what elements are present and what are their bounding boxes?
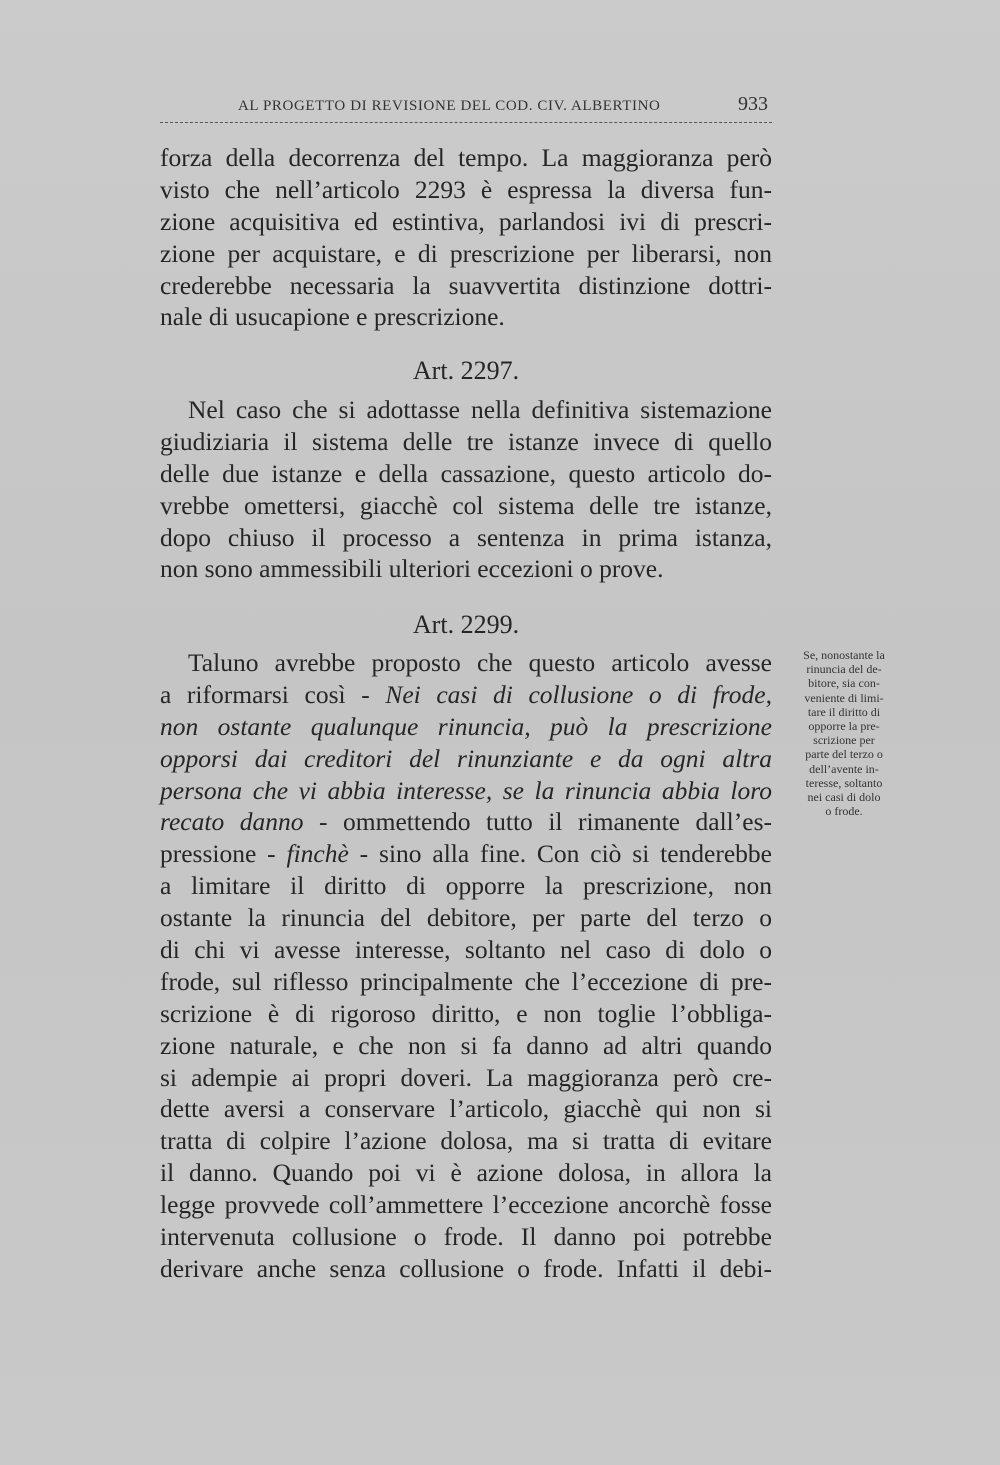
text-line: Nel caso che si adottasse nella definitiva sistemazione bbox=[188, 395, 772, 424]
article-heading-2297: Art. 2297. bbox=[412, 356, 520, 385]
text-line: si adempie ai propri doveri. La maggioranza però cre- bbox=[160, 1062, 772, 1092]
text-line: nale di usucapione e prescrizione. bbox=[160, 302, 505, 332]
text-line bbox=[160, 838, 772, 870]
margin-note-line: bitore, sia con- bbox=[808, 676, 880, 691]
text-line: crederebbe necessaria la suavvertita distinzione dottri- bbox=[160, 270, 772, 300]
text-segment: a riformarsi così - bbox=[160, 679, 386, 709]
text-line: tratta di colpire l’azione dolosa, ma si tratta di evitare bbox=[160, 1126, 772, 1156]
text-line: delle due istanze e della cassazione, questo articolo do- bbox=[160, 458, 772, 488]
text-line bbox=[160, 775, 772, 807]
margin-note-line: rinuncia del de- bbox=[806, 662, 882, 677]
paragraph-art-2297 bbox=[160, 394, 772, 585]
text-line: legge provvede coll’ammettere l’eccezione ancorchè fosse bbox=[160, 1190, 772, 1220]
text-line: zione acquisitiva ed estintiva, parlandosi ivi di prescri- bbox=[160, 206, 772, 236]
margin-note-line: dell’avente in- bbox=[809, 761, 879, 776]
margin-note-line: teresse, soltanto bbox=[805, 775, 883, 790]
text-segment: pressione - bbox=[160, 839, 287, 869]
text-line: ostante la rinuncia del debitore, per parte del terzo o bbox=[160, 903, 772, 933]
text-line: vrebbe omettersi, giacchè col sistema delle tre istanze, bbox=[160, 490, 772, 520]
margin-note-line: nei casi di dolo bbox=[807, 790, 881, 805]
text-segment: - sino alla fine. Con ciò si tenderebbe bbox=[348, 839, 772, 869]
text-line: dette aversi a conservare l’articolo, giacchè qui non si bbox=[160, 1094, 772, 1124]
margin-note-line: parte del terzo o bbox=[805, 747, 883, 762]
margin-note-line: veniente di limi- bbox=[804, 690, 884, 705]
text-line: derivare anche senza collusione o frode. Infatti il debi- bbox=[160, 1253, 772, 1283]
text-line: a limitare il diritto di opporre la prescrizione, non bbox=[160, 871, 772, 901]
marginal-note bbox=[789, 648, 899, 818]
text-line bbox=[160, 679, 772, 711]
italic-quotation: Nei casi di collusione o di frode, bbox=[385, 679, 772, 709]
text-line: non sono ammessibili ulteriori eccezioni o prove. bbox=[160, 554, 664, 584]
text-line: dopo chiuso il processo a sentenza in prima istanza, bbox=[160, 522, 772, 552]
text-line: il danno. Quando poi vi è azione dolosa, in allora la bbox=[160, 1158, 772, 1188]
paragraph-art-2299 bbox=[160, 647, 772, 1285]
text-line bbox=[160, 711, 772, 743]
paragraph-continuation bbox=[160, 142, 772, 333]
text-line: Taluno avrebbe proposto che questo articolo avesse bbox=[188, 648, 772, 677]
text-line bbox=[160, 806, 772, 838]
text-line bbox=[160, 743, 772, 775]
italic-word: finchè bbox=[286, 839, 349, 869]
running-head-title: AL PROGETTO DI REVISIONE DEL COD. CIV. ALBERTINO bbox=[238, 98, 661, 114]
running-head bbox=[160, 92, 772, 123]
italic-quotation: persona che vi abbia interesse, se la rinuncia abbia loro bbox=[160, 775, 772, 805]
italic-quotation: opporsi dai creditori del rinunziante e da ogni altra bbox=[160, 743, 772, 773]
margin-note-line: scrizione per bbox=[813, 733, 875, 748]
margin-note-line: tare il diritto di bbox=[807, 704, 881, 719]
text-line: forza della decorrenza del tempo. La maggioranza però bbox=[160, 143, 772, 172]
text-line: zione naturale, e che non si fa danno ad altri quando bbox=[160, 1030, 772, 1060]
text-line: giudiziaria il sistema delle tre istanze invece di quello bbox=[160, 426, 772, 456]
text-line: frode, sul riflesso principalmente che l’eccezione di pre- bbox=[160, 966, 772, 996]
text-line: scrizione è di rigoroso diritto, e non toglie l’obbliga- bbox=[160, 998, 772, 1028]
margin-note-line: Se, nonostante la bbox=[803, 648, 885, 662]
text-line: di chi vi avesse interesse, soltanto nel caso di dolo o bbox=[160, 935, 772, 965]
text-line: zione per acquistare, e di prescrizione per liberarsi, non bbox=[160, 238, 772, 268]
italic-quotation: recato danno bbox=[160, 807, 304, 837]
margin-note-line: o frode. bbox=[825, 804, 863, 819]
italic-quotation: non ostante qualunque rinuncia, può la prescrizione bbox=[160, 711, 772, 741]
page-number: 933 bbox=[738, 93, 768, 115]
text-line: visto che nell’articolo 2293 è espressa la diversa fun- bbox=[160, 174, 772, 204]
text-segment: - ommettendo tutto il rimanente dall’es- bbox=[303, 807, 772, 837]
margin-note-line: opporre la pre- bbox=[808, 719, 880, 734]
text-line: intervenuta collusione o frode. Il danno poi potrebbe bbox=[160, 1222, 772, 1252]
article-heading-2299: Art. 2299. bbox=[412, 610, 520, 639]
